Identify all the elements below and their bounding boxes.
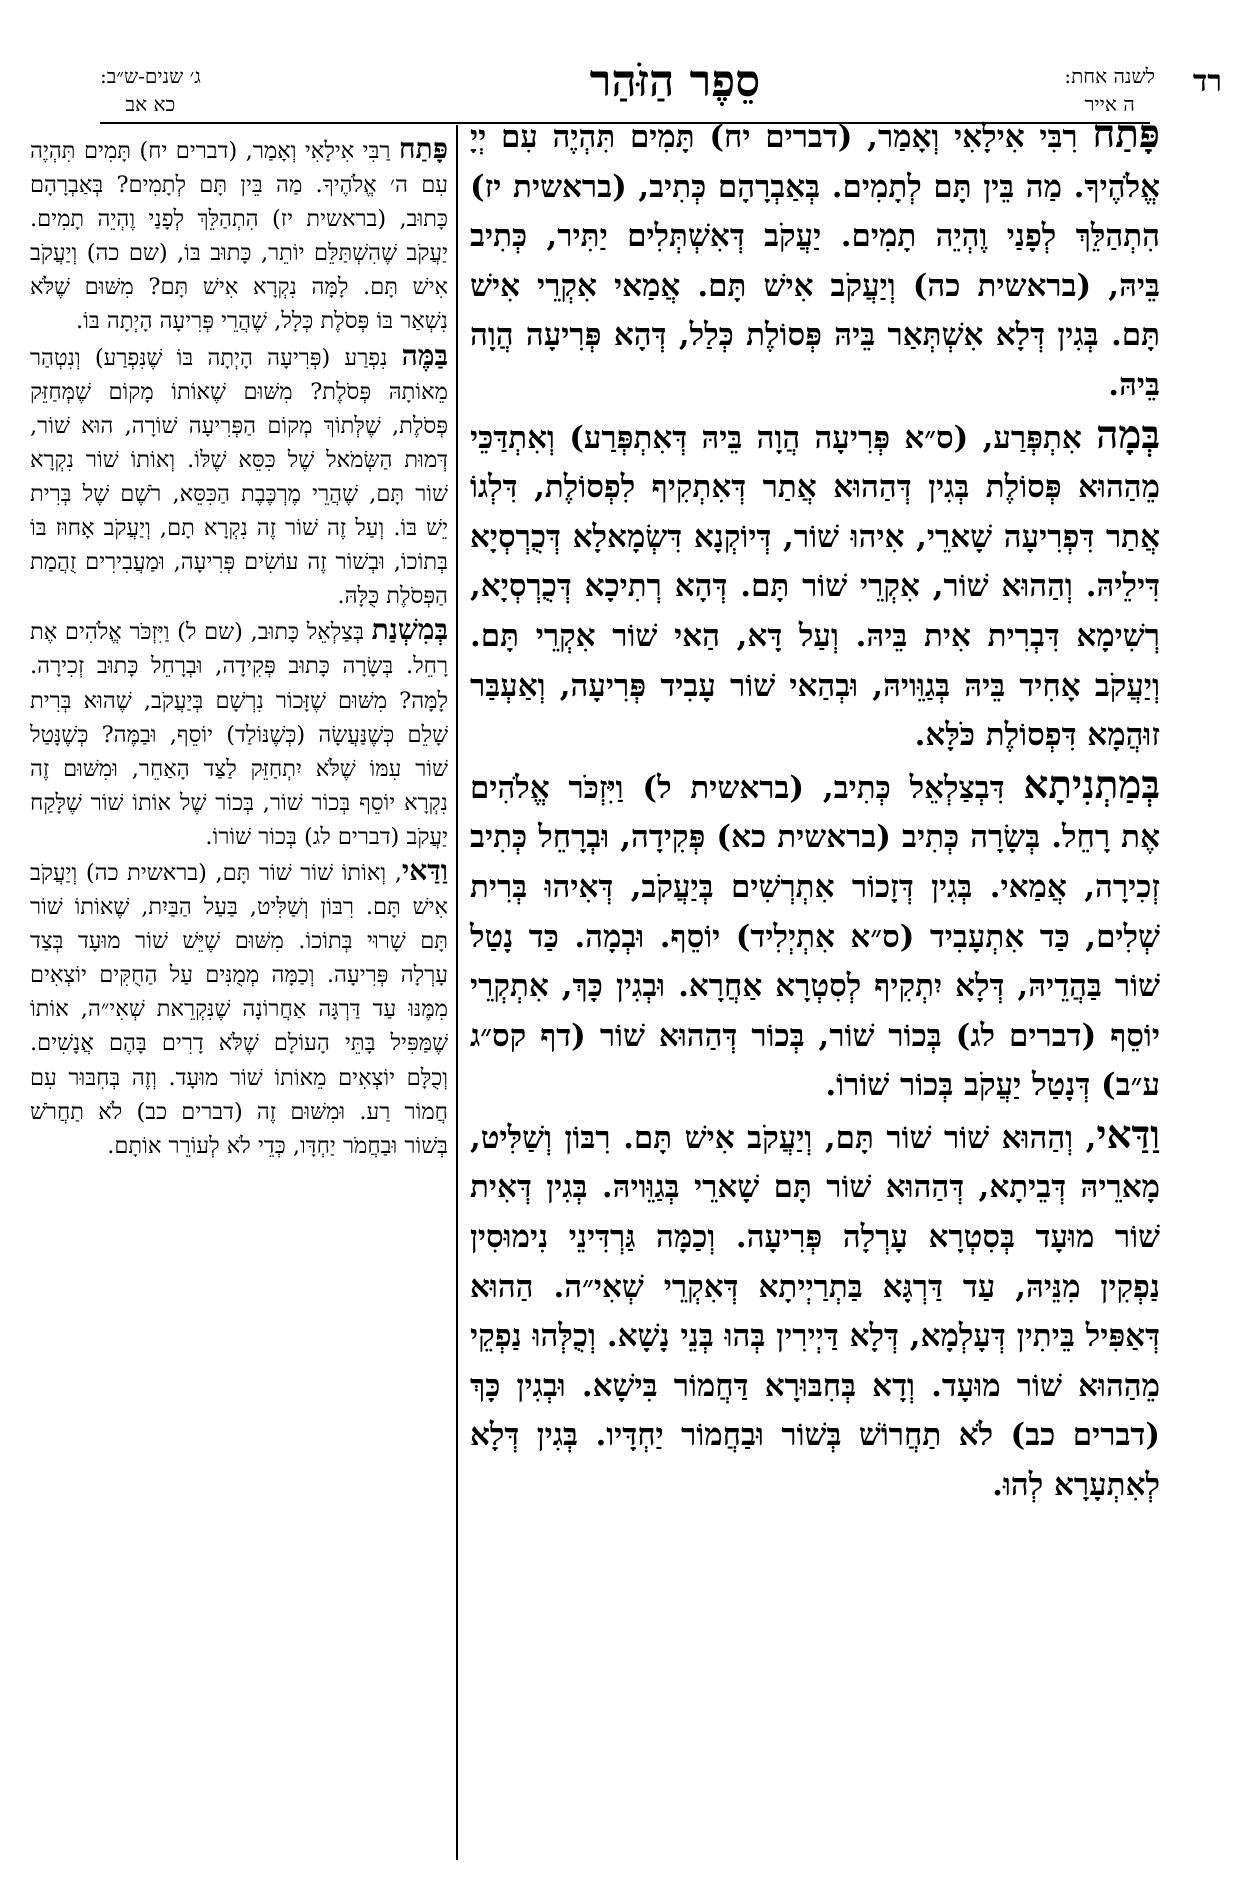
paragraph-text: , וְהַהוּא שׁוֹר שׁוֹר תָּם, וְיַעֲקֹב אִישׁ תָּם. רִבּוֹן וְשַׁלִּיט, מָארֵיהּ דְּבֵיתָא, דְּהַהוּא שׁוֹר תָּם שָׁארֵי בְּגַוֵּויהּ. בְּגִין דְּאִית שׁוֹר מוּעָד בְּסִטְרָא עָרְלָה פְּרִיעָה. וְכַמָּה גַּרְדִּינֵי נִימוּסִין נַפְקִין מִנֵּיהּ, עַד דַּרְגָּא בַּתְרַיְיתָא דְּאִקְרֵי שְׁאִי״ה. הַהוּא דְּאַפִּיל בֵּיתִין דְּעָלְמָא, דְּלָא דַּיְירִין בְּהוּ בְּנֵי נָשָׁא. וְכֻלְּהוּ נַפְקֵי מֵהַהוּא שׁוֹר מוּעָד. וְדָא בְּחִבּוּרָא דַּחֲמוֹר בִּישָׁא. וּבְגִין כָּךְ (דברים כב) לֹא תַחֲרוֹשׁ בְּשׁוֹר וּבַחֲמוֹר יַחְדָּיו. בְּגִין דְּלָא לְאִתְעָרָא לְהוּ. xyxy=(470,1119,1160,1504)
paragraph-lead-word: פָּתַח xyxy=(398,132,448,165)
translation-paragraph xyxy=(30,854,448,1163)
paragraph-lead-word: בַּמֶּה xyxy=(401,338,448,372)
paragraph-text: רִבִּי אִילָאִי וְאָמַר, (דברים יח) תָּמִים תִּהְיֶה עִם יְיָ אֱלֹהֶיךָ. מַה בֵּין תָּם לְתָמִים. בְּאַבְרָהָם כְּתִיב, (בראשית יז) הִתְהַלֵּךְ לְפָנַי וֶהְיֵה תָמִים. יַעֲקֹב דְּאִשְׁתְּלִים יַתִּיר, כְּתִיב בֵּיהּ, (בראשית כה) וְיַעֲקֹב אִישׁ תָּם. אֲמַאי אִקְרֵי אִישׁ תָּם. בְּגִין דְּלָא אִשְׁתְּאַר בֵּיהּ פְּסוֹלֶת כְּלַל, דְּהָא פְּרִיעָה הֲוָה בֵּיהּ. xyxy=(470,119,1160,403)
paragraph-lead-word: בְּמָה xyxy=(1096,412,1160,458)
aramaic-paragraph xyxy=(470,761,1160,1111)
paragraph-text: בְּצַלְאֵל כָּתוּב, (שם ל) וַיִּזְכֹּר אֱלֹהִים אֶת רָחֵל. בְּשָׂרָה כָּתוּב פְּקִידָה, וּבְרָחֵל כָּתוּב זְכִירָה. לָמָּה? מִשּׁוּם שֶׁזָּכוֹר נִרְשָׁם בְּיַעֲקֹב, שֶׁהוּא בְּרִית שָׁלֵם כְּשֶׁנַּעֲשָׂה (כְּשֶׁנּוֹלַד) יוֹסֵף, וּבַמֶּה? כְּשֶׁנָּטַל שׁוֹר עִמּוֹ שֶׁלֹּא יִתְחַזֵּק לַצַּד הָאַחֵר, וּמִשּׁוּם זֶה נִקְרָא יוֹסֵף בְּכוֹר שׁוֹר, בְּכוֹר שֶׁל אוֹתוֹ שׁוֹר שֶׁלָּקַח יַעֲקֹב (דברים לג) בְּכוֹר שׁוֹרוֹ. xyxy=(30,619,448,850)
reading-schedule-three-years xyxy=(100,62,201,118)
hebrew-translation-column xyxy=(30,132,448,1862)
aramaic-text-column xyxy=(470,110,1160,1860)
schedule-date: כא אב xyxy=(125,92,176,116)
paragraph-text: אִתְפְּרַע, (ס״א פְּרִיעָה הֲוָה בֵּיהּ דְּאִתְפְּרַע) וְאִתְדַּכֵּי מֵהַהוּא פְּסוֹלֶת בְּגִין דְּהַהוּא אֲתַר דְּאִתְקִיף לִפְסוֹלֶת, דִּלְגוֹ אֲתַר דִּפְרִיעָה שָׁארֵי, אִיהוּ שׁוֹר, דְּיוֹקְנָא דִּשְׂמָאלָא דְּכֻרְסְיָא דִּילֵיהּ. וְהַהוּא שׁוֹר, אִקְרֵי שׁוֹר תָּם. דְּהָא רְתִיכָא דְּכֻרְסְיָא, רְשִׁימָא דִּבְרִית אִית בֵּיהּ. וְעַל דָּא, הַאי שׁוֹר אִקְרֵי תָּם. וְיַעֲקֹב אָחִיד בֵּיהּ בְּגַוֵּויהּ, וּבְהַאי שׁוֹר עָבִיד פְּרִיעָה, וְאַעְבַּר זוּהֲמָא דִּפְסוֹלֶת כֹּלָּא. xyxy=(470,419,1160,754)
paragraph-lead-word: בְּמַתְנִיתָא xyxy=(1023,762,1160,808)
column-divider xyxy=(456,125,458,1860)
aramaic-paragraph xyxy=(470,1111,1160,1511)
paragraph-text: , וְאוֹתוֹ שׁוֹר שׁוֹר תָּם, (בראשית כה) וְיַעֲקֹב אִישׁ תָּם. רִבּוֹן וְשַׁלִּיט, בַּעַל הַבַּיִת, שֶׁאוֹתוֹ שׁוֹר תָּם שָׁרוּי בְּתוֹכוֹ. מִשּׁוּם שֶׁיֵּשׁ שׁוֹר מוּעָד בְּצַד עָרְלָה פְּרִיעָה. וְכַמָּה מְמֻנִּים עַל הַחֻקִּים יוֹצְאִים מִמֶּנּוּ עַד דַּרְגָּה אַחֲרוֹנָה שֶׁנִּקְרֵאת שְׁאִי״ה, אוֹתוֹ שֶׁמַּפִּיל בָּתֵּי הָעוֹלָם שֶׁלֹּא דָרִים בָּהֶם אֲנָשִׁים. וְכֻלָּם יוֹצְאִים מֵאוֹתוֹ שׁוֹר מוּעָד. וְזֶה בְּחִבּוּר עִם חֲמוֹר רַע. וּמִשּׁוּם זֶה (דברים כב) לֹא תַחֲרֹשׁ בְּשׁוֹר וּבַחֲמֹר יַחְדָּו, כְּדֵי לֹא לְעוֹרֵר אוֹתָם. xyxy=(30,859,448,1159)
paragraph-text: דִּבְצַלְאֵל כְּתִיב, (בראשית ל) וַיִּזְכֹּר אֱלֹהִים אֶת רָחֵל. בְּשָׂרָה כְּתִיב (בראשית כא) פְּקִידָה, וּבְרָחֵל כְּתִיב זְכִירָה, אֲמַאי. בְּגִין דְּזָכוֹר אִתְרְשִׁים בְּיַעֲקֹב, דְּאִיהוּ בְּרִית שְׁלִים, כַּד אִתְעָבִיד (ס״א אִתְיְלִיד) יוֹסֵף. וּבְמָה. כַּד נָטַל שׁוֹר בַּהֲדֵיהּ, דְּלָא יִתְקִיף לְסִטְרָא אַחֲרָא. וּבְגִין כָּךְ, אִתְקְרֵי יוֹסֵף (דברים לג) בְּכוֹר שׁוֹר, בְּכוֹר דְּהַהוּא שׁוֹר (דף קס״ג ע״ב) דְּנָטַל יַעֲקֹב בְּכוֹר שׁוֹרוֹ. xyxy=(470,769,1160,1104)
aramaic-paragraph xyxy=(470,110,1160,411)
paragraph-lead-word: וַדַּאי xyxy=(401,853,448,887)
paragraph-lead-word: בְּמִשְׁנַת xyxy=(371,613,448,647)
paragraph-lead-word: וַדַּאי xyxy=(1096,1112,1160,1158)
translation-paragraph xyxy=(30,613,448,854)
page-number: רד xyxy=(1192,64,1222,99)
paragraph-text: רַבִּי אִילָאִי וְאָמַר, (דברים יח) תָּמִים תִּהְיֶה עִם ה׳ אֱלֹהֶיךָ. מַה בֵּין תָּם לְתָמִים? בְּאַבְרָהָם כָּתוּב, (בראשית יז) הִתְהַלֵּךְ לְפָנַי וֶהְיֵה תָמִים. יַעֲקֹב שֶׁהִשְׁתַּלֵּם יוֹתֵר, כָּתוּב בּוֹ, (שם כה) וְיַעֲקֹב אִישׁ תָּם. לָמָּה נִקְרָא אִישׁ תָּם? מִשּׁוּם שֶׁלֹּא נִשְׁאַר בּוֹ פְּסֹלֶת כְּלָל, שֶׁהֲרֵי פְּרִיעָה הָיְתָה בּוֹ. xyxy=(30,138,448,335)
aramaic-paragraph xyxy=(470,411,1160,761)
schedule-label: לשנה אחת: xyxy=(1064,64,1155,88)
book-title: סֵפֶר הַזֹּהַר xyxy=(589,56,761,107)
translation-paragraph xyxy=(30,339,448,614)
paragraph-text: נִפְרַע (פְּרִיעָה הָיְתָה בּוֹ שֶׁנִּפְרַע) וְנִטְהַר מֵאוֹתָהּ פְּסֹלֶת? מִשּׁוּם שֶׁאוֹתוֹ מָקוֹם שֶׁמְּחַזֵּק פְּסֹלֶת, שֶׁלְּתוֹךְ מְקוֹם הַפְּרִיעָה שׁוֹרָה, הוּא שׁוֹר, דְּמוּת הַשְּׂמֹאל שֶׁל כִּסֵּא שֶׁלּוֹ. וְאוֹתוֹ שׁוֹר נִקְרָא שׁוֹר תָּם, שֶׁהֲרֵי מֶרְכֶּבֶת הַכִּסֵּא, רֹשֶׁם שֶׁל בְּרִית יֵשׁ בּוֹ. וְעַל זֶה שׁוֹר זֶה נִקְרָא תָם, וְיַעֲקֹב אָחוּז בּוֹ בְּתוֹכוֹ, וּבְשׁוֹר זֶה עוֹשִׂים פְּרִיעָה, וּמַעֲבִירִים זֻהֲמַת הַפְּסֹלֶת כֻּלָּהּ. xyxy=(30,344,448,610)
translation-paragraph xyxy=(30,132,448,339)
schedule-label: ג׳ שנים-ש״ב: xyxy=(100,64,201,88)
paragraph-lead-word: פָּתַח xyxy=(1092,112,1160,157)
schedule-date: ה אייר xyxy=(1084,92,1135,116)
